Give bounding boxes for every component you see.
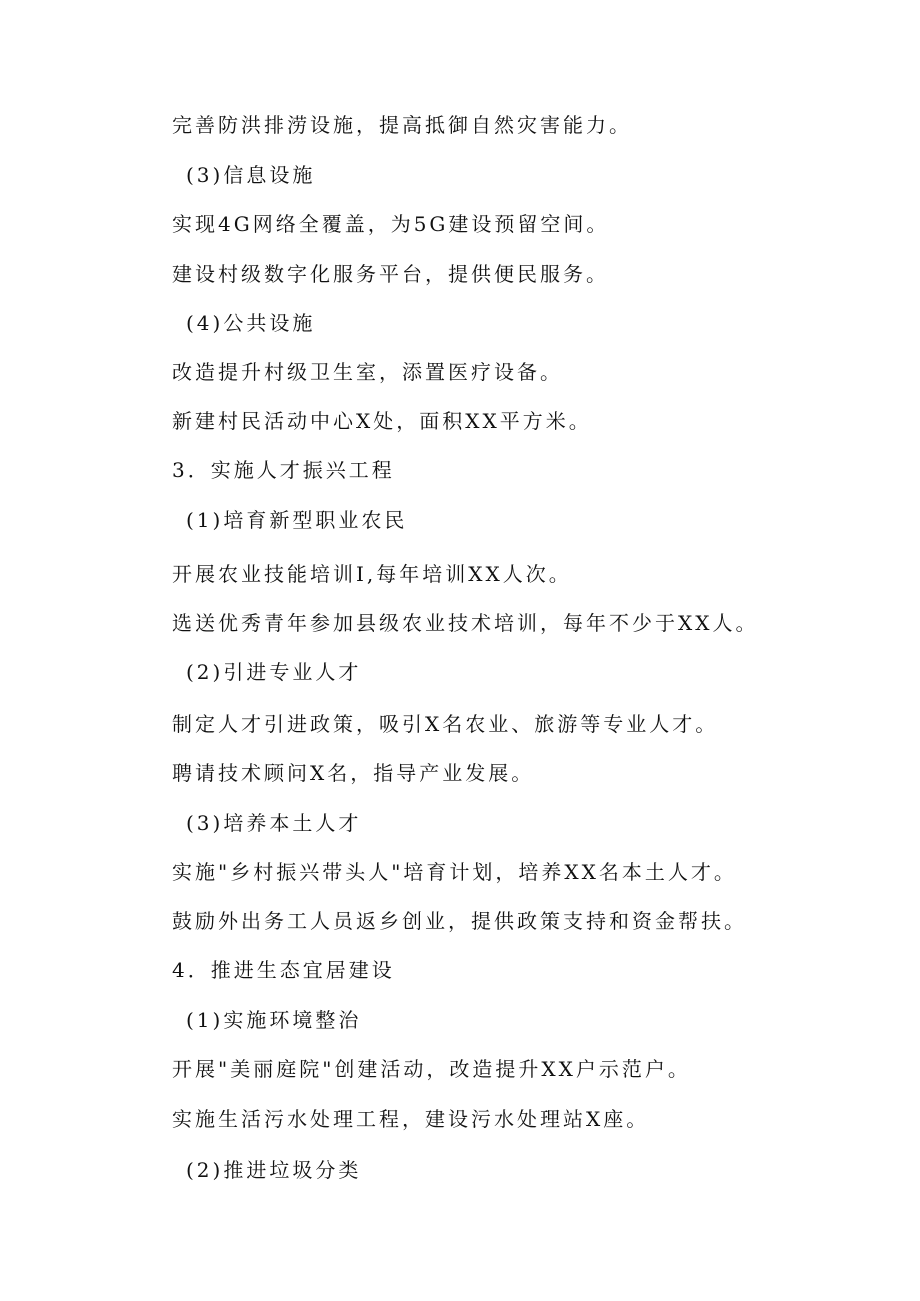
body-line: 新建村民活动中心X处，面积XX平方米。: [172, 409, 592, 433]
body-line: 建设村级数字化服务平台，提供便民服务。: [172, 262, 609, 286]
subheading: (3)信息设施: [186, 163, 316, 187]
section-heading: 4．推进生态宜居建设: [172, 958, 395, 982]
body-line: 改造提升村级卫生室，添置医疗设备。: [172, 360, 563, 384]
body-line: 实施"乡村振兴带头人"培育计划，培养XX名本土人才。: [172, 860, 737, 884]
body-line: 鼓励外出务工人员返乡创业，提供政策支持和资金帮扶。: [172, 909, 747, 933]
subheading: (2)推进垃圾分类: [186, 1158, 362, 1182]
subheading: (3)培养本土人才: [186, 811, 362, 835]
body-line: 开展农业技能培训I,每年培训XX人次。: [172, 562, 572, 586]
body-line: 聘请技术顾问X名，指导产业发展。: [172, 761, 535, 785]
subheading: (1)培育新型职业农民: [186, 508, 408, 532]
body-line: 实现4G网络全覆盖，为5G建设预留空间。: [172, 212, 610, 236]
subheading: (2)引进专业人才: [186, 660, 362, 684]
body-line: 完善防洪排涝设施，提高抵御自然灾害能力。: [172, 113, 632, 137]
body-line: 实施生活污水处理工程，建设污水处理站X座。: [172, 1107, 650, 1131]
subheading: (1)实施环境整治: [186, 1008, 362, 1032]
body-line: 开展"美丽庭院"创建活动，改造提升XX户示范户。: [172, 1057, 691, 1081]
body-line: 制定人才引进政策，吸引X名农业、旅游等专业人才。: [172, 712, 719, 736]
section-heading: 3．实施人才振兴工程: [172, 458, 395, 482]
body-line: 选送优秀青年参加县级农业技术培训，每年不少于XX人。: [172, 611, 759, 635]
subheading: (4)公共设施: [186, 311, 316, 335]
